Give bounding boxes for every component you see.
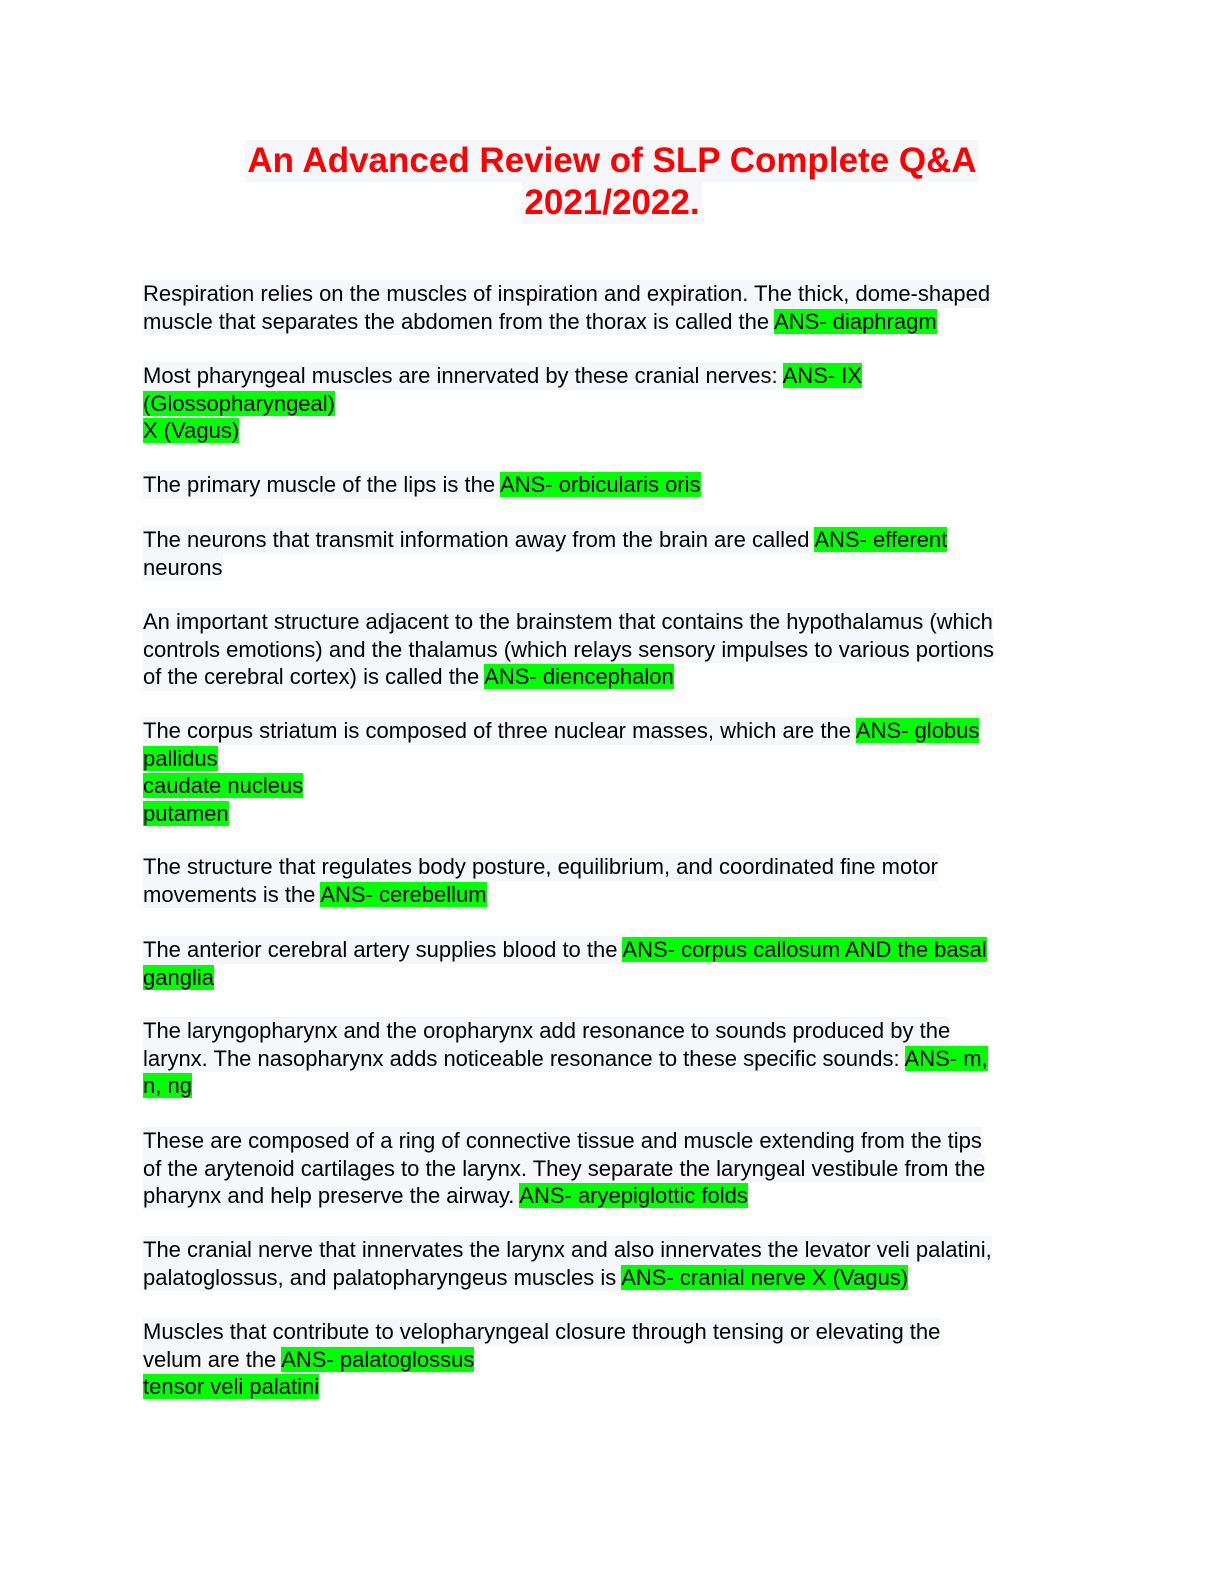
qa-item [143,1318,1103,1401]
qa-line [143,362,1103,390]
qa-line [143,853,1103,881]
question-text: movements is the [143,881,321,907]
line-text [143,1155,985,1183]
answer-highlight: (Glossopharyngeal) [143,390,335,416]
answer-highlight: ANS- corpus callosum AND the basal [622,937,987,962]
qa-line [143,1182,1103,1210]
answer-highlight: ANS- aryepiglottic folds [519,1183,748,1208]
qa-line [143,881,1103,909]
line-text [143,471,701,499]
answer-highlight: ANS- diaphragm [774,308,937,334]
qa-line [143,526,1103,554]
qa-line [143,471,1103,499]
line-text [143,1017,950,1045]
qa-item [143,362,1103,445]
qa-item [143,280,1103,335]
qa-line [143,554,1103,582]
line-text [143,1182,748,1210]
line-text [143,526,947,554]
qa-line [143,1127,1103,1155]
line-text [143,417,239,445]
line-text [143,608,993,636]
answer-highlight: tensor veli palatini [143,1374,320,1399]
document-title [0,140,1224,224]
question-text: palatoglossus, and palatopharyngeus muscles is [143,1264,622,1290]
line-text [143,964,214,992]
question-text: controls emotions) and the thalamus (which relays sensory impulses to various portions [143,636,995,662]
qa-line [143,1264,1103,1292]
qa-line [143,936,1103,964]
qa-item [143,853,1103,908]
question-text: The laryngopharynx and the oropharynx add resonance to sounds produced by the [143,1018,951,1043]
line-text [143,663,674,691]
qa-line [143,636,1103,664]
qa-line [143,417,1103,445]
qa-line [143,800,1103,828]
title-line-2: 2021/2022. [524,183,700,222]
qa-line [143,1017,1103,1045]
line-text [143,308,937,336]
answer-highlight: putamen [143,800,229,826]
question-text: larynx. The nasopharynx adds noticeable resonance to these specific sounds: [143,1045,905,1071]
qa-item [143,1236,1103,1291]
line-text [143,936,987,964]
question-text: of the arytenoid cartilages to the larynx. They separate the laryngeal vestibule from the [143,1155,986,1181]
answer-highlight: pallidus [143,745,218,771]
question-text: The cranial nerve that innervates the larynx and also innervates the levator veli palatini, [143,1237,992,1262]
line-text [143,1236,992,1264]
qa-line [143,964,1103,992]
answer-highlight: ANS- diencephalon [484,664,674,689]
qa-line [143,608,1103,636]
qa-line [143,1346,1103,1374]
line-text [143,1045,988,1073]
qa-item [143,1127,1103,1210]
qa-line [143,1318,1103,1346]
line-text [143,1346,474,1374]
qa-line [143,1236,1103,1264]
line-text [143,772,303,800]
qa-item [143,936,1103,991]
line-text [143,745,218,773]
qa-line [143,717,1103,745]
answer-highlight: ANS- m, [904,1045,988,1071]
answer-highlight: ANS- palatoglossus [281,1346,475,1372]
question-text: An important structure adjacent to the brainstem that contains the hypothalamus (which [143,609,993,634]
qa-line [143,1373,1103,1401]
qa-line [143,280,1103,308]
question-text: muscle that separates the abdomen from the thorax is called the [143,308,775,334]
answer-highlight: caudate nucleus [143,773,304,798]
answer-highlight: ANS- efferent [814,527,948,552]
qa-line [143,745,1103,773]
line-text [143,800,229,828]
qa-item [143,608,1103,691]
line-text [143,1264,908,1292]
question-text: The anterior cerebral artery supplies blood to the [143,937,623,962]
answer-highlight: ANS- orbicularis oris [500,472,701,497]
qa-item [143,471,1103,499]
line-text [143,853,938,881]
question-text: These are composed of a ring of connective tissue and muscle extending from the tips [143,1128,982,1153]
question-text: Muscles that contribute to velopharyngeal closure through tensing or elevating the [143,1319,941,1344]
line-text [143,280,990,308]
answer-highlight: ganglia [143,964,214,990]
line-text [143,390,335,418]
question-text: neurons [143,554,223,580]
answer-highlight: X (Vagus) [143,418,240,443]
qa-item [143,717,1103,827]
line-text [143,717,979,745]
line-text [143,636,994,664]
question-text: The corpus striatum is composed of three nuclear masses, which are the [143,718,856,743]
line-text [143,362,862,390]
qa-line [143,1072,1103,1100]
question-text: velum are the [143,1346,282,1372]
answer-highlight: ANS- globus [855,718,980,743]
qa-line [143,663,1103,691]
line-text [143,1318,940,1346]
answer-highlight: n, ng [143,1073,192,1098]
qa-line [143,772,1103,800]
line-text [143,554,223,582]
qa-line [143,1155,1103,1183]
question-text: Most pharyngeal muscles are innervated by these cranial nerves: [143,363,783,388]
line-text [143,881,487,909]
answer-highlight: ANS- cerebellum [320,881,487,907]
question-text: The primary muscle of the lips is the [143,472,501,497]
qa-line [143,308,1103,336]
qa-line [143,1045,1103,1073]
qa-line [143,390,1103,418]
question-text: Respiration relies on the muscles of inspiration and expiration. The thick, dome-shaped [143,281,991,306]
qa-item [143,1017,1103,1100]
answer-highlight: ANS- IX [782,363,863,388]
line-text [143,1072,192,1100]
line-text [143,1127,982,1155]
line-text [143,1373,319,1401]
title-line-1: An Advanced Review of SLP Complete Q&A [247,141,977,180]
question-text: The neurons that transmit information away from the brain are called [143,527,815,552]
question-text: pharynx and help preserve the airway. [143,1183,520,1208]
answer-highlight: ANS- cranial nerve X (Vagus) [621,1264,909,1290]
qa-item [143,526,1103,581]
question-text: The structure that regulates body posture, equilibrium, and coordinated fine motor [143,854,938,879]
question-text: of the cerebral cortex) is called the [143,664,485,689]
